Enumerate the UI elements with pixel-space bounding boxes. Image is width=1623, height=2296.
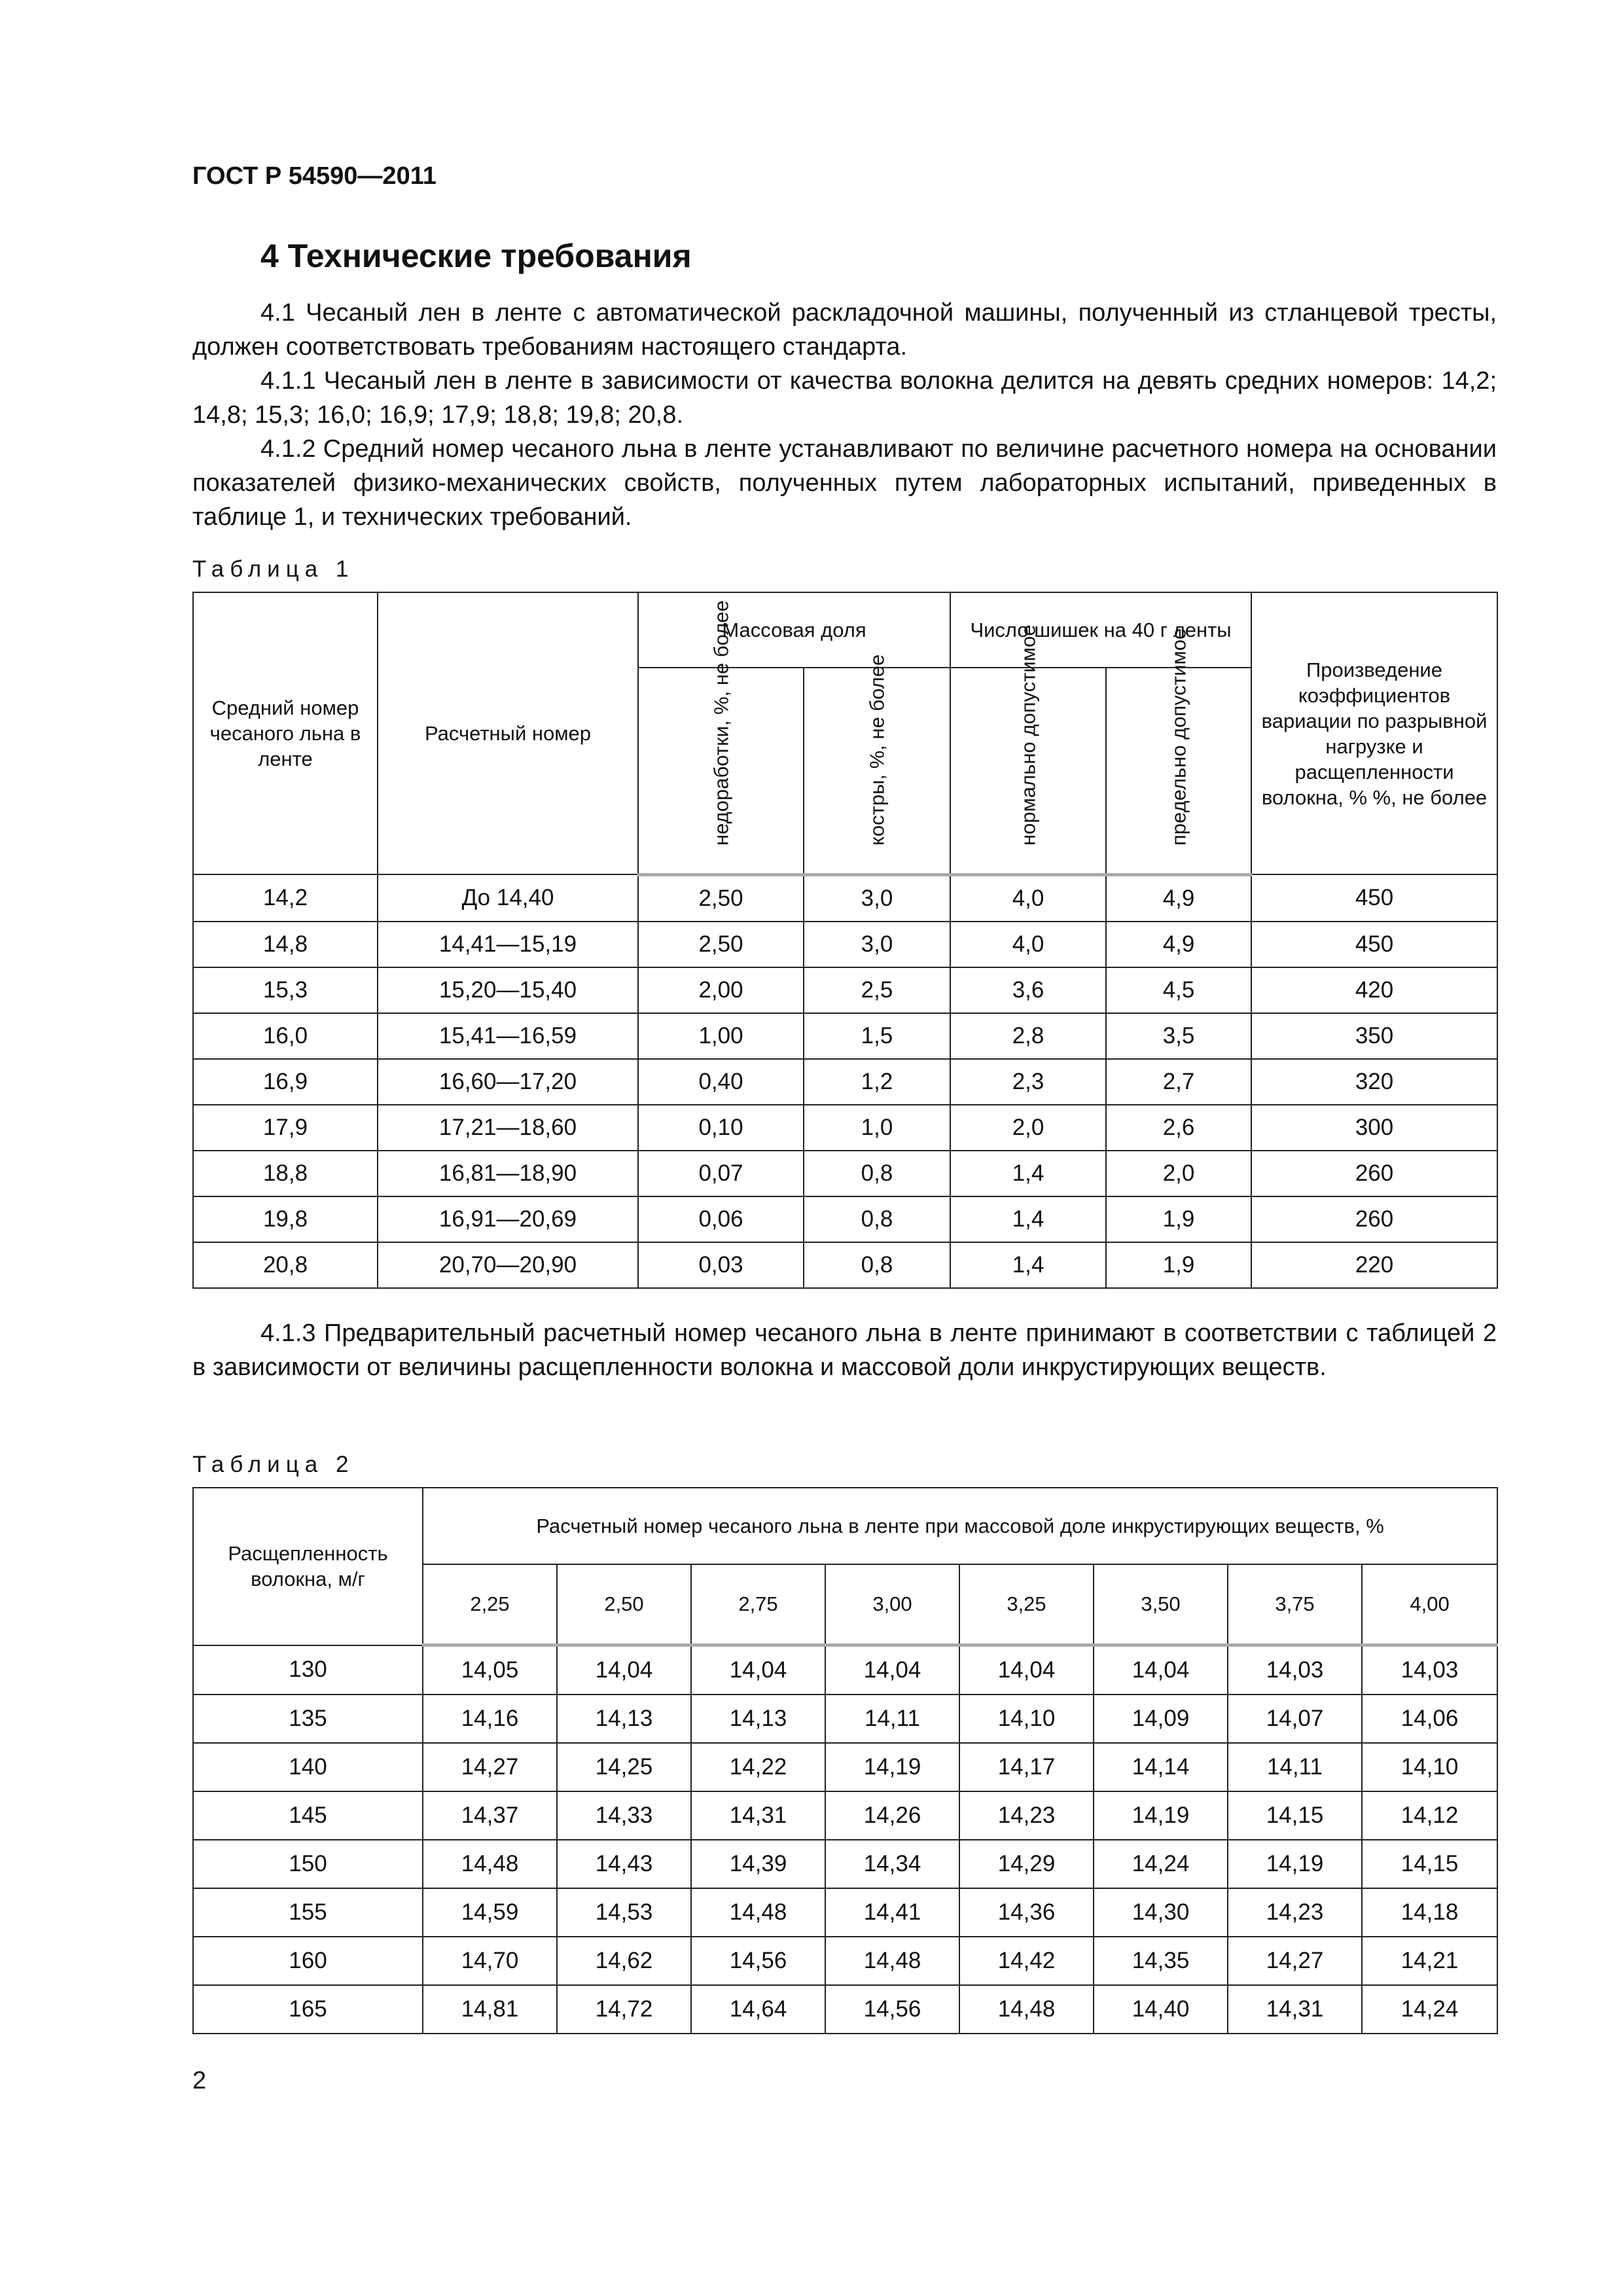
t2-cell-value: 14,24 <box>1094 1840 1228 1888</box>
t1-header-knots: Число шишек на 40 г ленты <box>950 592 1251 668</box>
t2-cell-value: 14,09 <box>1094 1695 1228 1743</box>
t1-header-shives <box>804 655 950 874</box>
t1-cell-knots-limit: 4,9 <box>1106 922 1251 967</box>
t1-cell-avg-number: 16,0 <box>193 1013 378 1059</box>
t1-cell-knots-normal: 1,4 <box>950 1196 1106 1242</box>
t2-cell-value: 14,04 <box>1094 1645 1228 1695</box>
t2-cell-value: 14,04 <box>959 1645 1094 1695</box>
t1-cell-knots-normal: 3,6 <box>950 967 1106 1013</box>
t2-cell-splitting: 160 <box>193 1937 423 1985</box>
t2-cell-value: 14,18 <box>1362 1888 1497 1937</box>
t2-cell-value: 14,04 <box>825 1645 959 1695</box>
t2-cell-value: 14,23 <box>959 1791 1094 1840</box>
t1-cell-knots-limit: 4,9 <box>1106 874 1251 922</box>
t2-cell-value: 14,04 <box>557 1645 691 1695</box>
t2-header-concentration: 2,25 <box>423 1564 557 1645</box>
t1-cell-calc-number: 16,60—17,20 <box>378 1059 638 1105</box>
t2-cell-value: 14,11 <box>1228 1743 1362 1791</box>
t2-cell-value: 14,62 <box>557 1937 691 1985</box>
t2-cell-value: 14,72 <box>557 1985 691 2034</box>
t1-cell-avg-number: 16,9 <box>193 1059 378 1105</box>
t1-cell-calc-number: 16,81—18,90 <box>378 1151 638 1196</box>
table-row <box>193 1242 1497 1288</box>
t2-cell-value: 14,35 <box>1094 1937 1228 1985</box>
t1-cell-knots-normal: 2,8 <box>950 1013 1106 1059</box>
table-1 <box>192 592 1498 1289</box>
t2-cell-splitting: 135 <box>193 1695 423 1743</box>
t2-cell-value: 14,31 <box>691 1791 825 1840</box>
t1-cell-knots-normal: 1,4 <box>950 1242 1106 1288</box>
table-2 <box>192 1487 1498 2034</box>
table-row <box>193 1645 1497 1695</box>
t2-cell-value: 14,19 <box>1094 1791 1228 1840</box>
t2-cell-value: 14,70 <box>423 1937 557 1985</box>
t2-cell-value: 14,33 <box>557 1791 691 1840</box>
t2-cell-value: 14,15 <box>1362 1840 1497 1888</box>
t2-cell-value: 14,03 <box>1228 1645 1362 1695</box>
table-row <box>193 1791 1497 1840</box>
t2-header-concentration: 2,75 <box>691 1564 825 1645</box>
t1-cell-shives: 0,8 <box>804 1196 950 1242</box>
t2-cell-value: 14,29 <box>959 1840 1094 1888</box>
t2-cell-value: 14,40 <box>1094 1985 1228 2034</box>
t2-cell-value: 14,37 <box>423 1791 557 1840</box>
t1-cell-shives: 2,5 <box>804 967 950 1013</box>
t1-cell-underwork: 2,50 <box>638 922 804 967</box>
t2-cell-value: 14,19 <box>825 1743 959 1791</box>
table-row <box>193 1105 1497 1151</box>
t2-cell-value: 14,48 <box>423 1840 557 1888</box>
table-row <box>193 1695 1497 1743</box>
table-row <box>193 1013 1497 1059</box>
t2-header-splitting: Расщепленность волокна, м/г <box>193 1488 423 1645</box>
t1-cell-shives: 3,0 <box>804 874 950 922</box>
t2-cell-value: 14,81 <box>423 1985 557 2034</box>
t1-cell-product: 450 <box>1251 874 1497 922</box>
t1-cell-calc-number: 15,41—16,59 <box>378 1013 638 1059</box>
t1-cell-underwork: 2,00 <box>638 967 804 1013</box>
t1-header-product: Произведение коэффициентов вариации по разрывной нагрузке и расщепленности волокна, % %, не более <box>1251 592 1497 874</box>
t2-cell-value: 14,24 <box>1362 1985 1497 2034</box>
paragraph-4-1: 4.1 Чесаный лен в ленте с автоматической раскладочной машины, полученный из стланцевой тресты, должен соответствовать требованиям настоящего стандарта. <box>192 299 1497 361</box>
t2-cell-value: 14,48 <box>825 1937 959 1985</box>
t1-header-limit-text: предельно допустимое <box>1167 628 1190 846</box>
t1-cell-calc-number: 14,41—15,19 <box>378 922 638 967</box>
t1-cell-calc-number: 15,20—15,40 <box>378 967 638 1013</box>
t1-cell-product: 220 <box>1251 1242 1497 1288</box>
t1-cell-knots-limit: 1,9 <box>1106 1242 1251 1288</box>
t2-cell-value: 14,36 <box>959 1888 1094 1937</box>
t2-cell-value: 14,31 <box>1228 1985 1362 2034</box>
t2-cell-value: 14,15 <box>1228 1791 1362 1840</box>
t1-cell-knots-limit: 3,5 <box>1106 1013 1251 1059</box>
t1-header-normal <box>950 624 1106 874</box>
t2-cell-value: 14,26 <box>825 1791 959 1840</box>
t1-cell-shives: 0,8 <box>804 1151 950 1196</box>
t2-cell-value: 14,48 <box>959 1985 1094 2034</box>
t2-cell-splitting: 130 <box>193 1645 423 1695</box>
t1-header-avg-number: Средний номер чесаного льна в ленте <box>193 592 378 874</box>
t1-cell-product: 350 <box>1251 1013 1497 1059</box>
t2-cell-value: 14,05 <box>423 1645 557 1695</box>
t1-cell-knots-normal: 4,0 <box>950 922 1106 967</box>
table-row <box>193 1937 1497 1985</box>
table-row <box>193 1888 1497 1937</box>
t1-cell-knots-limit: 4,5 <box>1106 967 1251 1013</box>
t1-cell-underwork: 0,40 <box>638 1059 804 1105</box>
t2-cell-value: 14,27 <box>423 1743 557 1791</box>
table-row <box>193 1196 1497 1242</box>
t1-cell-shives: 1,5 <box>804 1013 950 1059</box>
t1-cell-calc-number: До 14,40 <box>378 874 638 922</box>
t2-cell-splitting: 150 <box>193 1840 423 1888</box>
t2-cell-value: 14,17 <box>959 1743 1094 1791</box>
t2-cell-value: 14,07 <box>1228 1695 1362 1743</box>
t2-cell-value: 14,25 <box>557 1743 691 1791</box>
t1-cell-product: 420 <box>1251 967 1497 1013</box>
t1-cell-knots-limit: 2,0 <box>1106 1151 1251 1196</box>
t1-cell-avg-number: 18,8 <box>193 1151 378 1196</box>
t2-cell-value: 14,14 <box>1094 1743 1228 1791</box>
t2-header-concentration: 3,00 <box>825 1564 959 1645</box>
t1-cell-product: 320 <box>1251 1059 1497 1105</box>
t2-header-concentration: 2,50 <box>557 1564 691 1645</box>
t1-cell-underwork: 0,10 <box>638 1105 804 1151</box>
t2-cell-value: 14,13 <box>691 1695 825 1743</box>
document-code: ГОСТ Р 54590—2011 <box>192 162 437 190</box>
t2-cell-value: 14,13 <box>557 1695 691 1743</box>
t2-cell-value: 14,30 <box>1094 1888 1228 1937</box>
t1-header-calc-number: Расчетный номер <box>378 592 638 874</box>
table2-caption: Таблица 2 <box>192 1452 355 1477</box>
t1-cell-knots-normal: 2,3 <box>950 1059 1106 1105</box>
t2-cell-value: 14,56 <box>691 1937 825 1985</box>
body-text-top <box>192 296 1497 534</box>
t2-header-concentration: 3,50 <box>1094 1564 1228 1645</box>
t2-cell-value: 14,34 <box>825 1840 959 1888</box>
table-row <box>193 967 1497 1013</box>
t2-header-concentration: 3,25 <box>959 1564 1094 1645</box>
t2-cell-value: 14,03 <box>1362 1645 1497 1695</box>
t1-header-limit <box>1106 628 1251 874</box>
t1-cell-shives: 1,0 <box>804 1105 950 1151</box>
body-text-middle <box>192 1316 1497 1384</box>
t2-cell-splitting: 155 <box>193 1888 423 1937</box>
t1-cell-product: 300 <box>1251 1105 1497 1151</box>
t2-cell-value: 14,04 <box>691 1645 825 1695</box>
t1-header-shives-text: костры, %, не более <box>865 655 889 846</box>
t1-cell-product: 260 <box>1251 1151 1497 1196</box>
t2-cell-value: 14,41 <box>825 1888 959 1937</box>
t2-cell-value: 14,27 <box>1228 1937 1362 1985</box>
t1-cell-avg-number: 15,3 <box>193 967 378 1013</box>
t2-cell-value: 14,56 <box>825 1985 959 2034</box>
t1-header-normal-text: нормально допустимое <box>1016 624 1040 846</box>
table-row <box>193 1743 1497 1791</box>
t2-cell-value: 14,23 <box>1228 1888 1362 1937</box>
t1-cell-shives: 0,8 <box>804 1242 950 1288</box>
t1-cell-avg-number: 14,8 <box>193 922 378 967</box>
t2-cell-value: 14,12 <box>1362 1791 1497 1840</box>
t1-cell-avg-number: 20,8 <box>193 1242 378 1288</box>
t2-cell-value: 14,06 <box>1362 1695 1497 1743</box>
t1-cell-avg-number: 17,9 <box>193 1105 378 1151</box>
t1-cell-avg-number: 19,8 <box>193 1196 378 1242</box>
t1-cell-shives: 1,2 <box>804 1059 950 1105</box>
t1-cell-knots-normal: 4,0 <box>950 874 1106 922</box>
t1-cell-underwork: 0,07 <box>638 1151 804 1196</box>
page-number: 2 <box>192 2067 207 2094</box>
t1-cell-avg-number: 14,2 <box>193 874 378 922</box>
t1-cell-knots-limit: 2,6 <box>1106 1105 1251 1151</box>
t2-header-concentration: 3,75 <box>1228 1564 1362 1645</box>
t2-cell-value: 14,21 <box>1362 1937 1497 1985</box>
t2-header-group: Расчетный номер чесаного льна в ленте при массовой доле инкрустирующих веществ, % <box>423 1488 1497 1564</box>
table-row <box>193 1151 1497 1196</box>
paragraph-4-1-1: 4.1.1 Чесаный лен в ленте в зависимости от качества волокна делится на девять средних номеров: 14,2; 14,8; 15,3; 16,0; 16,9; 17,9; 18,8; 19,8; 20,8. <box>192 367 1497 429</box>
t2-cell-value: 14,10 <box>959 1695 1094 1743</box>
t1-cell-knots-normal: 1,4 <box>950 1151 1106 1196</box>
t2-cell-splitting: 145 <box>193 1791 423 1840</box>
t1-cell-knots-normal: 2,0 <box>950 1105 1106 1151</box>
t2-cell-value: 14,42 <box>959 1937 1094 1985</box>
t1-cell-knots-limit: 2,7 <box>1106 1059 1251 1105</box>
paragraph-4-1-3: 4.1.3 Предварительный расчетный номер чесаного льна в ленте принимают в соответствии с таблицей 2 в зависимости от величины расщепленности волокна и массовой доли инкрустирующих веществ. <box>192 1319 1497 1381</box>
table-row <box>193 1840 1497 1888</box>
table1-caption: Таблица 1 <box>192 556 355 582</box>
t1-cell-shives: 3,0 <box>804 922 950 967</box>
t2-cell-value: 14,39 <box>691 1840 825 1888</box>
t1-cell-calc-number: 17,21—18,60 <box>378 1105 638 1151</box>
t2-cell-value: 14,19 <box>1228 1840 1362 1888</box>
t1-cell-knots-limit: 1,9 <box>1106 1196 1251 1242</box>
t1-header-mass-fraction: Массовая доля <box>638 592 950 668</box>
t1-cell-underwork: 0,03 <box>638 1242 804 1288</box>
t2-cell-value: 14,48 <box>691 1888 825 1937</box>
paragraph-4-1-2: 4.1.2 Средний номер чесаного льна в ленте устанавливают по величине расчетного номера на основании показателей физико-механических свойств, полученных путем лабораторных испытаний, приведенных в таблице 1, и технических требований. <box>192 435 1497 531</box>
table-row <box>193 874 1497 922</box>
table-row <box>193 1059 1497 1105</box>
t2-cell-value: 14,16 <box>423 1695 557 1743</box>
t1-cell-underwork: 1,00 <box>638 1013 804 1059</box>
t1-header-underwork-text: недоработки, %, не более <box>709 600 732 846</box>
t2-cell-value: 14,64 <box>691 1985 825 2034</box>
t1-cell-calc-number: 20,70—20,90 <box>378 1242 638 1288</box>
t1-cell-underwork: 2,50 <box>638 874 804 922</box>
t1-cell-calc-number: 16,91—20,69 <box>378 1196 638 1242</box>
t2-cell-value: 14,22 <box>691 1743 825 1791</box>
t2-cell-value: 14,53 <box>557 1888 691 1937</box>
t2-cell-value: 14,11 <box>825 1695 959 1743</box>
t1-cell-underwork: 0,06 <box>638 1196 804 1242</box>
t1-cell-product: 260 <box>1251 1196 1497 1242</box>
table-row <box>193 1985 1497 2034</box>
table-row <box>193 922 1497 967</box>
t2-cell-value: 14,59 <box>423 1888 557 1937</box>
t2-cell-splitting: 165 <box>193 1985 423 2034</box>
t2-cell-splitting: 140 <box>193 1743 423 1791</box>
t1-cell-product: 450 <box>1251 922 1497 967</box>
t2-cell-value: 14,43 <box>557 1840 691 1888</box>
t2-cell-value: 14,10 <box>1362 1743 1497 1791</box>
section-title: 4 Технические требования <box>260 238 692 274</box>
t2-header-concentration: 4,00 <box>1362 1564 1497 1645</box>
